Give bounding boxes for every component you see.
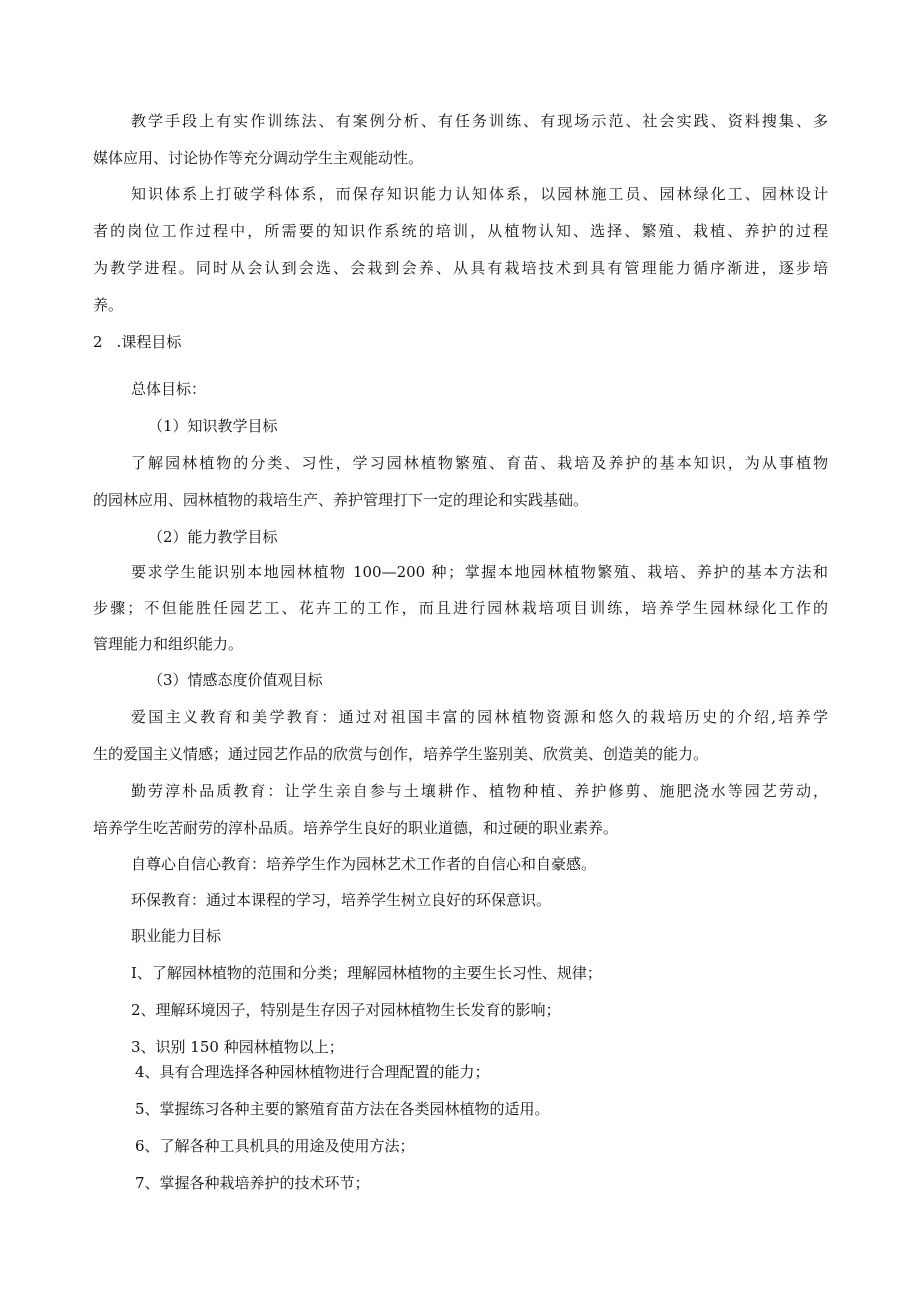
self-respect-line: 自尊心自信心教育：培养学生作为园林艺术工作者的自信心和自豪感。: [131, 855, 597, 873]
knowledge-system-line-1: 知识体系上打破学科体系，而保存知识能力认知体系，以园林施工员、园林绿化工、园林设计: [131, 185, 828, 203]
patriotism-line-1: 爱国主义教育和美学教育：通过对祖国丰富的园林植物资源和悠久的栽培历史的介绍,培养学: [131, 708, 828, 726]
vocational-item-5: 5、掌握练习各种主要的繁殖育苗方法在各类园林植物的适用。: [135, 1100, 550, 1118]
ability-goal-line-3: 管理能力和组织能力。: [93, 635, 244, 653]
knowledge-goal-line-2: 的园林应用、园林植物的栽培生产、养护管理打下一定的理论和实践基础。: [93, 491, 589, 509]
knowledge-system-line-2: 者的岗位工作过程中，所需要的知识作系统的培训，从植物认知、选择、繁殖、栽植、养护的过程: [93, 222, 828, 240]
vocational-item-6: 6、了解各种工具机具的用途及使用方法；: [135, 1137, 415, 1155]
teaching-methods-line-2: 媒体应用、讨论协作等充分调动学生主观能动性。: [93, 149, 424, 167]
ability-goal-heading: （2）能力教学目标: [148, 528, 278, 546]
ability-goal-line-1: 要求学生能识别本地园林植物 100—200 种；掌握本地园林植物繁殖、栽培、养护的基本方法和: [131, 563, 828, 581]
ability-goal-line-2: 步骤；不但能胜任园艺工、花卉工的工作，而且进行园林栽培项目训练，培养学生园林绿化工作的: [93, 599, 828, 617]
attitude-goal-heading: （3）情感态度价值观目标: [148, 671, 323, 689]
overall-goal-label: 总体目标：: [131, 380, 207, 398]
diligence-line-2: 培养学生吃苦耐劳的淳朴品质。培养学生良好的职业道德，和过硬的职业素养。: [93, 819, 619, 837]
vocational-item-4: 4、具有合理选择各种园林植物进行合理配置的能力；: [135, 1063, 490, 1081]
knowledge-goal-heading: （1）知识教学目标: [148, 417, 278, 435]
section-2-title: .课程目标: [116, 333, 182, 351]
vocational-goal-label: 职业能力目标: [131, 927, 222, 945]
diligence-line-1: 勤劳淳朴品质教育：让学生亲自参与土壤耕作、植物种植、养护修剪、施肥浇水等园艺劳动，: [131, 782, 828, 800]
vocational-item-7: 7、掌握各种栽培养护的技术环节；: [135, 1174, 370, 1192]
knowledge-system-line-4: 养。: [93, 296, 124, 314]
vocational-item-2: 2、理解环境因子，特别是生存因子对园林植物生长发育的影响；: [131, 1001, 561, 1019]
knowledge-system-line-3: 为教学进程。同时从会认到会选、会栽到会养、从具有栽培技术到具有管理能力循序渐进，逐步培: [93, 259, 828, 277]
vocational-item-3: 3、识别 150 种园林植物以上；: [131, 1038, 344, 1056]
section-2-heading: [93, 332, 181, 352]
teaching-methods-line-1: 教学手段上有实作训练法、有案例分析、有任务训练、有现场示范、社会实践、资料搜集、多: [131, 112, 828, 130]
environment-line: 环保教育：通过本课程的学习，培养学生树立良好的环保意识。: [131, 891, 552, 909]
patriotism-line-2: 生的爱国主义情感；通过园艺作品的欣赏与创作，培养学生鉴别美、欣赏美、创造美的能力。: [93, 745, 709, 763]
vocational-item-1: I、了解园林植物的范围和分类；理解园林植物的主要生长习性、规律；: [131, 964, 602, 982]
knowledge-goal-line-1: 了解园林植物的分类、习性，学习园林植物繁殖、育苗、栽培及养护的基本知识，为从事植物: [131, 454, 828, 472]
section-2-number: 2: [93, 333, 103, 351]
